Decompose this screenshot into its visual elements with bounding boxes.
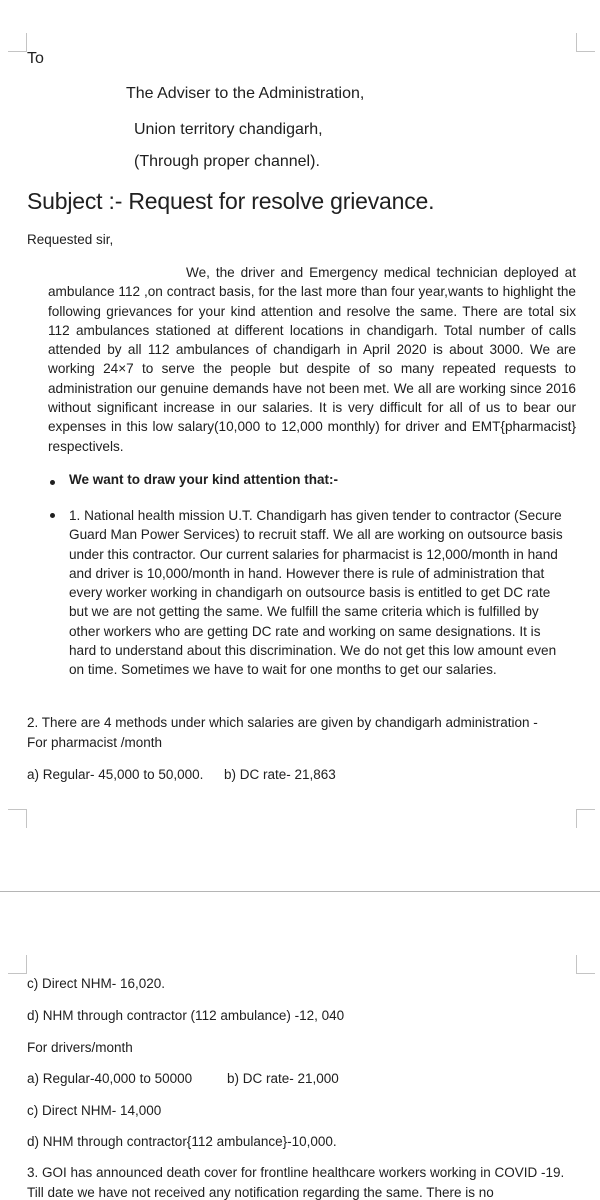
driver-nhm-contractor: d) NHM through contractor{112 ambulance}-10,000. — [27, 1134, 337, 1149]
page-corner-mark — [576, 955, 595, 974]
to-label: To — [27, 50, 44, 67]
point-3-line-2: Till date we have not received any notification regarding the same. There is no — [27, 1185, 494, 1200]
drivers-heading: For drivers/month — [27, 1040, 133, 1055]
point-2-line-1: 2. There are 4 methods under which salaries are given by chandigarh administration - — [27, 715, 538, 730]
addressee-line-1: The Adviser to the Administration, — [126, 85, 365, 102]
driver-regular: a) Regular-40,000 to 50000 — [27, 1071, 193, 1086]
addressee-line-2: Union territory chandigarh, — [134, 121, 323, 138]
subject-line: Subject :- Request for resolve grievance. — [27, 188, 435, 214]
driver-direct-nhm: c) Direct NHM- 14,000 — [27, 1103, 162, 1118]
bullet-dot — [50, 480, 55, 485]
salutation: Requested sir, — [27, 232, 114, 247]
pharmacist-regular: a) Regular- 45,000 to 50,000. — [27, 767, 204, 782]
intro-paragraph: We, the driver and Emergency medical technician deployed at ambulance 112 ,on contract basis, for the last more than four year,wants to highlight the following grievances for your kind attention and resolve the same. There are total six 112 ambulances stationed at different locations in chandigarh. Total number of calls attended by all 112 ambulances of chandigarh in April 2020 is about 3000. We are working 24×7 to serve the people but despite of so many repeated requests to administration our genuine demands have not been met. We all are working since 2016 without significant increase in our salaries. It is very difficult for all of us to bear our expenses in this low salary(10,000 to 12,000 monthly) for driver and EMT{pharmacist} respectivels. — [48, 265, 576, 454]
bullet-dot — [50, 513, 55, 518]
pharmacist-direct-nhm: c) Direct NHM- 16,020. — [27, 976, 166, 991]
attention-heading: We want to draw your kind attention that:- — [69, 472, 338, 487]
point-1-paragraph: 1. National health mission U.T. Chandigarh has given tender to contractor (Secure Guard Man Power Services) to recruit staff. We all are working on outsource basis under this contractor. Our current salaries for pharmacist is 12,000/month in hand and driver is 10,000/month in hand. However there is rule of administration that every worker working in chandigarh on outsource basis is entitled to get DC rate but we are not getting the same. We fulfill the same criteria which is fulfilled by other workers who are getting DC rate and working on same designations. It is hard to understand about this discrimination. We do not get this low amount even on time. Sometimes we have to wait for one months to get our salaries. — [69, 508, 563, 677]
point-2-line-2: For pharmacist /month — [27, 735, 163, 750]
page-corner-mark — [576, 809, 595, 828]
page-corner-mark — [8, 955, 27, 974]
pharmacist-nhm-contractor: d) NHM through contractor (112 ambulance) -12, 040 — [27, 1008, 345, 1023]
point-3-line-1: 3. GOI has announced death cover for frontline healthcare workers working in COVID -19. — [27, 1165, 565, 1180]
addressee-line-3: (Through proper channel). — [134, 153, 320, 170]
document-page-2 — [0, 893, 600, 1200]
page-corner-mark — [576, 33, 595, 52]
page-corner-mark — [8, 809, 27, 828]
page-corner-mark — [8, 33, 27, 52]
driver-dc-rate: b) DC rate- 21,000 — [227, 1071, 339, 1086]
page-divider — [0, 891, 600, 892]
pharmacist-dc-rate: b) DC rate- 21,863 — [224, 767, 336, 782]
